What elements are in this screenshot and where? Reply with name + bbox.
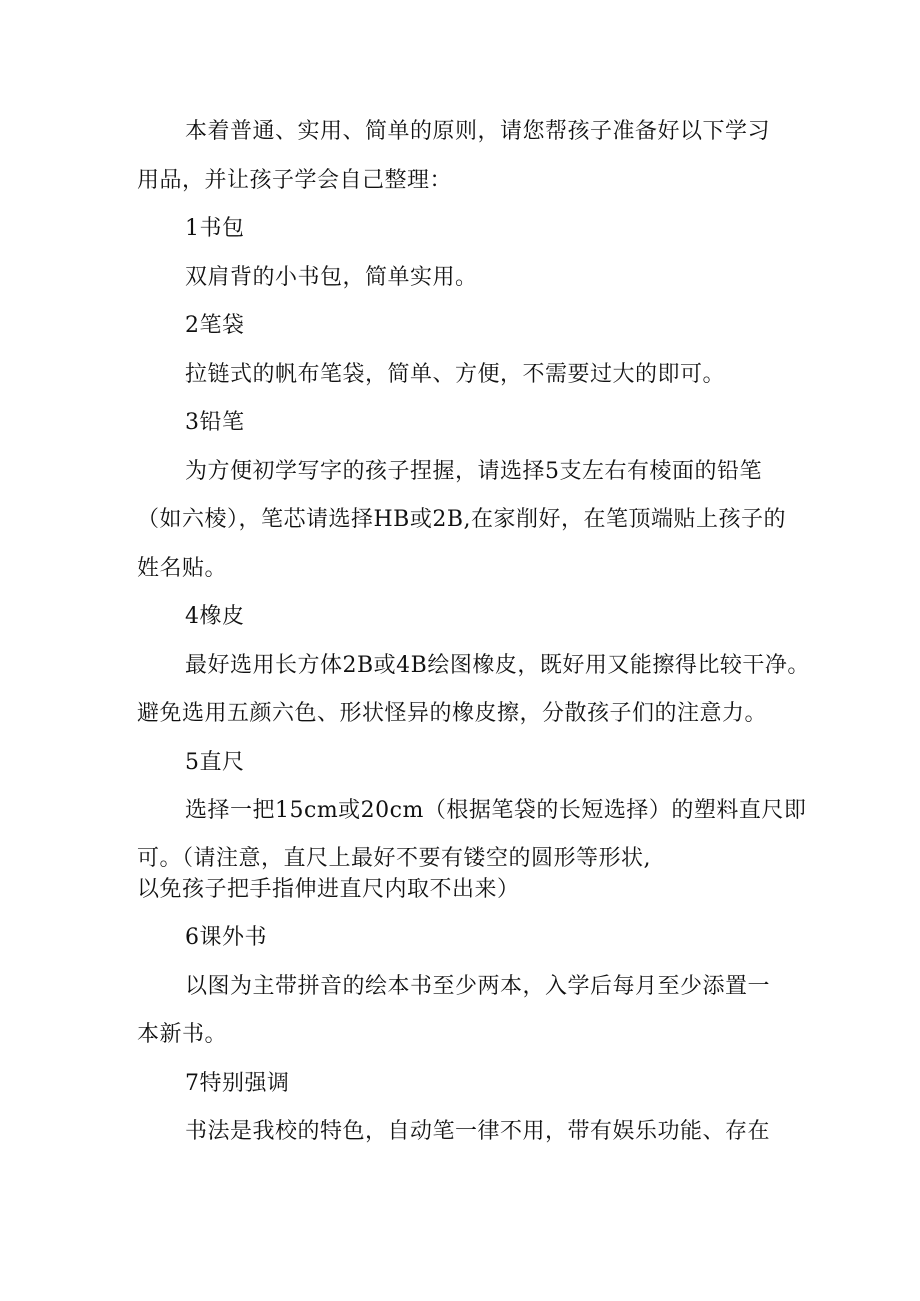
paragraph-eraser-line-1: 最好选用长方体2B或4B绘图橡皮，既好用又能擦得比较干净。 bbox=[185, 653, 810, 678]
paragraph-books-line-1: 以图为主带拼音的绘本书至少两本，入学后每月至少添置一 bbox=[185, 974, 771, 999]
heading-eraser: 4橡皮 bbox=[185, 604, 245, 629]
paragraph-pencil-line-1: 为方便初学写字的孩子捏握，请选择5支左右有棱面的铅笔 bbox=[185, 459, 762, 484]
heading-ruler: 5直尺 bbox=[185, 750, 245, 775]
paragraph-ruler-line-1: 选择一把15cm或20cm（根据笔袋的长短选择）的塑料直尺即 bbox=[185, 798, 807, 823]
paragraph-pencil-case: 拉链式的帆布笔袋，简单、方便，不需要过大的即可。 bbox=[185, 362, 726, 387]
heading-pencil: 3铅笔 bbox=[185, 410, 245, 435]
paragraph-intro-line-1: 本着普通、实用、简单的原则，请您帮孩子准备好以下学习 bbox=[185, 119, 771, 144]
heading-extracurricular-books: 6课外书 bbox=[185, 925, 267, 950]
paragraph-emphasis-line-1: 书法是我校的特色，自动笔一律不用，带有娱乐功能、存在 bbox=[185, 1119, 771, 1144]
paragraph-pencil-line-2: （如六棱），笔芯请选择HB或2B,在家削好，在笔顶端贴上孩子的 bbox=[137, 507, 787, 532]
heading-schoolbag: 1书包 bbox=[185, 216, 245, 241]
paragraph-ruler-line-2: 可。（请注意，直尺上最好不要有镂空的圆形等形状, bbox=[137, 846, 651, 871]
heading-special-emphasis: 7特别强调 bbox=[185, 1071, 290, 1096]
heading-pencil-case: 2笔袋 bbox=[185, 313, 245, 338]
paragraph-eraser-line-2: 避免选用五颜六色、形状怪异的橡皮擦，分散孩子们的注意力。 bbox=[137, 701, 768, 726]
paragraph-books-line-2: 本新书。 bbox=[137, 1022, 228, 1047]
paragraph-intro-line-2: 用品，并让孩子学会自己整理： bbox=[137, 168, 453, 193]
paragraph-schoolbag: 双肩背的小书包，简单实用。 bbox=[185, 265, 478, 290]
paragraph-pencil-line-3: 姓名贴。 bbox=[137, 556, 228, 581]
paragraph-ruler-line-3: 以免孩子把手指伸进直尺内取不出来） bbox=[137, 877, 520, 902]
